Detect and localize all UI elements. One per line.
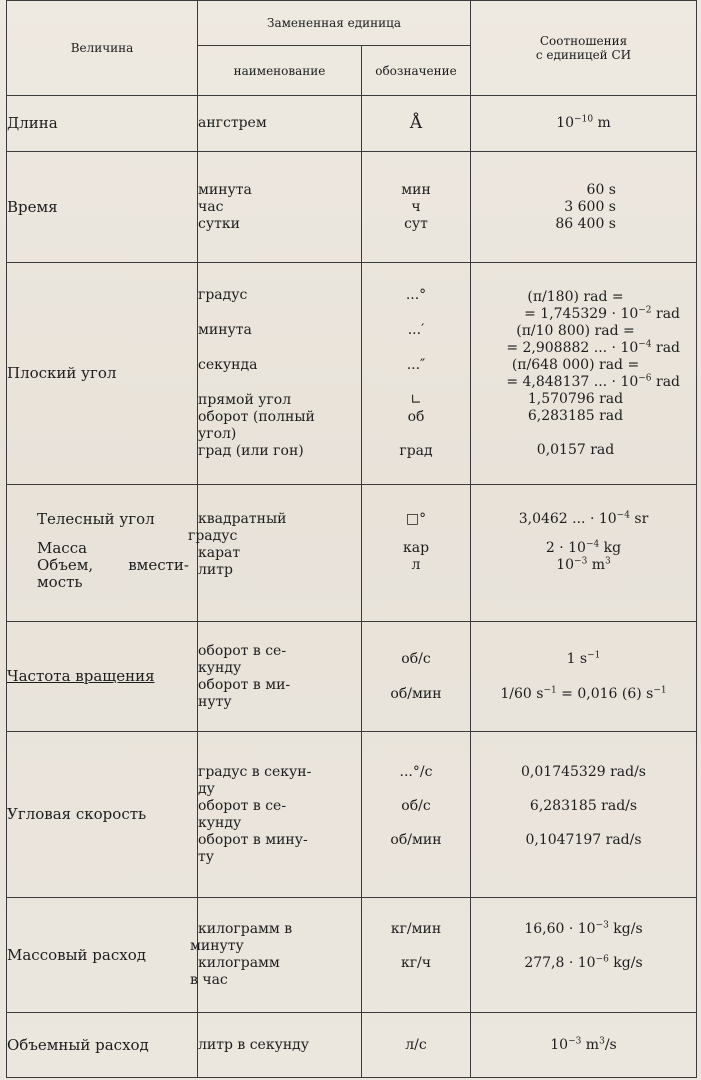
quantity-mass: Масса xyxy=(37,539,88,557)
unit-name-arcminute: минута xyxy=(198,322,252,338)
quantity-mass-flow: Массовый расход xyxy=(7,898,198,1013)
unit-name-angstrom: ангстрем xyxy=(198,96,362,152)
unit-symbol-h: ч xyxy=(411,198,421,215)
relation-rpm: 1/60 $s^{-1} = 0,016$ (6) $s^{-1}$ xyxy=(500,684,667,702)
relation-rps: 6,283185 rad/s xyxy=(529,797,638,814)
header-name: наименование xyxy=(198,46,362,96)
unit-names-rotation xyxy=(198,622,362,732)
unit-name-hour: час xyxy=(198,198,224,215)
relation-hour: 3 600 s xyxy=(564,198,616,215)
relation-deg-per-s: 0,01745329 rad/s xyxy=(521,763,646,780)
rel-unit: m xyxy=(593,115,611,131)
row-time xyxy=(7,152,697,263)
unit-name-full-turn: оборот (полный xyxy=(198,409,315,425)
unit-symbol-angstrom: Å xyxy=(362,96,471,152)
quantity-time: Время xyxy=(7,152,198,263)
relations-plane-angle xyxy=(471,263,697,485)
unit-names-time xyxy=(198,152,362,263)
unit-name-grad: град (или гон) xyxy=(198,443,304,459)
relation-kg-per-min: $16,60 \cdot 10^{-3}$ kg/s xyxy=(524,920,643,937)
unit-symbols-group-3 xyxy=(362,485,471,622)
relations-rotation xyxy=(471,622,697,732)
unit-name-deg-per-s-2: ду xyxy=(198,780,215,797)
relation-arcsecond-1: (π/648 000) rad = xyxy=(511,356,640,373)
quantity-length: Длина xyxy=(7,96,198,152)
quantity-volume-flow: Объемный расход xyxy=(7,1013,198,1078)
relation-day: 86 400 s xyxy=(555,215,616,232)
row-plane-angle xyxy=(7,263,697,485)
relation-arcminute-1: (π/10 800) rad = xyxy=(516,322,635,339)
unit-names-mass-flow xyxy=(190,898,362,1013)
row-length xyxy=(7,96,697,152)
unit-symbols-plane-angle xyxy=(362,263,471,485)
unit-name-rpm-1: оборот в ми- xyxy=(198,676,291,693)
unit-name-rps-1: оборот в се- xyxy=(198,797,287,814)
unit-symbol-min: мин xyxy=(401,181,431,198)
unit-symbol-rpm: об/мин xyxy=(390,685,442,702)
row-solid-angle-mass-volume xyxy=(7,485,697,622)
unit-name-kg-per-min-2: минуту xyxy=(190,938,244,954)
relations-mass-flow xyxy=(471,898,697,1013)
unit-name-arcsecond: секунда xyxy=(198,357,258,373)
unit-symbols-angular-velocity xyxy=(362,732,471,898)
relations-angular-velocity xyxy=(471,732,697,898)
relation-kg-per-h: $277,8 \cdot 10^{-6}$ kg/s xyxy=(524,954,643,971)
header-relation-line2: с единицей СИ xyxy=(535,48,632,62)
quantity-volume-line2: мость xyxy=(37,573,83,591)
quantity-group-3 xyxy=(7,485,198,622)
unit-symbol-deg-per-s: ...°/с xyxy=(399,763,433,780)
unit-name-deg-per-s-1: градус в секун- xyxy=(198,763,312,780)
header-quantity: Величина xyxy=(7,1,198,96)
row-mass-flow xyxy=(7,898,697,1013)
header-symbol: обозначение xyxy=(362,46,471,96)
row-angular-velocity xyxy=(7,732,697,898)
unit-symbol-rps: об/с xyxy=(401,650,431,667)
unit-symbol-rps: об/с xyxy=(401,797,431,814)
unit-name-day: сутки xyxy=(198,215,240,232)
relation-degree-2: = $1,745329 \cdot 10^{-2}$ rad xyxy=(524,304,680,322)
relation-rpm: 0,1047197 rad/s xyxy=(525,831,642,848)
unit-names-angular-velocity xyxy=(198,732,362,898)
unit-name-rpm-2: нуту xyxy=(198,693,232,710)
relation-right-angle: 1,570796 rad xyxy=(527,390,624,407)
unit-names-plane-angle xyxy=(198,263,362,485)
unit-name-square-degree-2: градус xyxy=(188,528,238,544)
row-rotation xyxy=(7,622,697,732)
unit-name-rps-1: оборот в се- xyxy=(198,642,287,659)
row-volume-flow xyxy=(7,1013,697,1078)
quantity-plane-angle: Плоский угол xyxy=(7,263,198,485)
unit-symbol-kg-per-h: кг/ч xyxy=(400,955,432,971)
unit-name-minute: минута xyxy=(198,181,252,198)
unit-name-kg-per-min-1: килограмм в xyxy=(198,921,293,937)
unit-symbol-arcminute: ...′ xyxy=(407,322,425,338)
unit-name-right-angle: прямой угол xyxy=(198,392,292,408)
unit-symbol-grad: град xyxy=(399,443,433,459)
relation-turn: 6,283185 rad xyxy=(527,407,624,424)
unit-symbols-rotation xyxy=(362,622,471,732)
unit-symbol-carat: кар xyxy=(402,540,430,556)
unit-name-carat: карат xyxy=(198,545,241,561)
unit-symbol-turn: об xyxy=(407,409,425,425)
relation-arcminute-2: = 2,908882 ... · $10^{-4}$ rad xyxy=(506,338,680,356)
unit-name-square-degree-1: квадратный xyxy=(198,511,287,527)
quantity-solid-angle: Телесный угол xyxy=(37,510,155,528)
relation-angstrom xyxy=(471,96,697,152)
header-relation xyxy=(471,1,697,96)
units-table xyxy=(6,0,697,1078)
unit-symbol-litre: л xyxy=(411,557,421,573)
header-relation-line1: Соотношения xyxy=(539,34,628,48)
unit-name-litre: литр xyxy=(198,562,233,578)
relation-carat: $2 \cdot 10^{-4}$ kg xyxy=(545,539,622,556)
unit-symbol-kg-per-min: кг/мин xyxy=(390,921,442,937)
unit-name-kg-per-h-2: в час xyxy=(190,972,228,988)
relations-time xyxy=(471,152,697,263)
relation-degree-1: (π/180) rad = xyxy=(527,288,624,305)
relations-group-3 xyxy=(471,485,697,622)
rel-exponent: −10 xyxy=(574,114,594,125)
unit-name-rpm-2: ту xyxy=(198,848,214,865)
unit-name-full-turn-cont: угол) xyxy=(198,426,237,442)
unit-symbol-right-angle: ∟ xyxy=(410,392,422,408)
unit-name-litre-per-s: литр в секунду xyxy=(198,1013,362,1078)
relation-square-degree: 3,0462 ... · $10^{-4}$ sr xyxy=(518,510,649,527)
relation-minute: 60 s xyxy=(586,181,616,198)
relation-arcsecond-2: = 4,848137 ... · $10^{-6}$ rad xyxy=(506,372,680,390)
quantity-volume-line1: Объем, вмести- xyxy=(37,556,189,574)
relation-grad: 0,0157 rad xyxy=(536,441,615,458)
unit-symbol-degree: ...° xyxy=(405,287,427,303)
unit-name-rps-2: кунду xyxy=(198,659,242,676)
relation-rps: 1 $s^{-1}$ xyxy=(566,649,601,667)
unit-name-kg-per-h-1: килограмм xyxy=(198,955,280,971)
unit-symbols-mass-flow xyxy=(362,898,471,1013)
header-replaced-unit: Замененная единица xyxy=(198,1,471,46)
unit-symbol-day: сут xyxy=(404,215,428,232)
unit-name-rpm-1: оборот в мину- xyxy=(198,831,308,848)
header-row-1 xyxy=(7,1,697,46)
unit-symbol-rpm: об/мин xyxy=(390,831,442,848)
relation-litre-per-s: $10^{-3}$ $m^3/s$ xyxy=(471,1013,697,1078)
relation-litre: $10^{-3}$ $m^3$ xyxy=(556,556,611,573)
unit-symbols-time xyxy=(362,152,471,263)
unit-symbol-litre-per-s: л/с xyxy=(362,1013,471,1078)
rel-mantissa: 10 xyxy=(556,115,575,131)
quantity-angular-velocity: Угловая скорость xyxy=(7,732,198,898)
unit-symbol-arcsecond: ...″ xyxy=(406,357,426,373)
unit-name-degree: градус xyxy=(198,287,248,303)
unit-name-rps-2: кунду xyxy=(198,814,242,831)
unit-symbol-square-degree: □° xyxy=(405,511,427,527)
quantity-rotation: Частота вращения xyxy=(7,622,198,732)
unit-names-group-3 xyxy=(188,485,362,622)
